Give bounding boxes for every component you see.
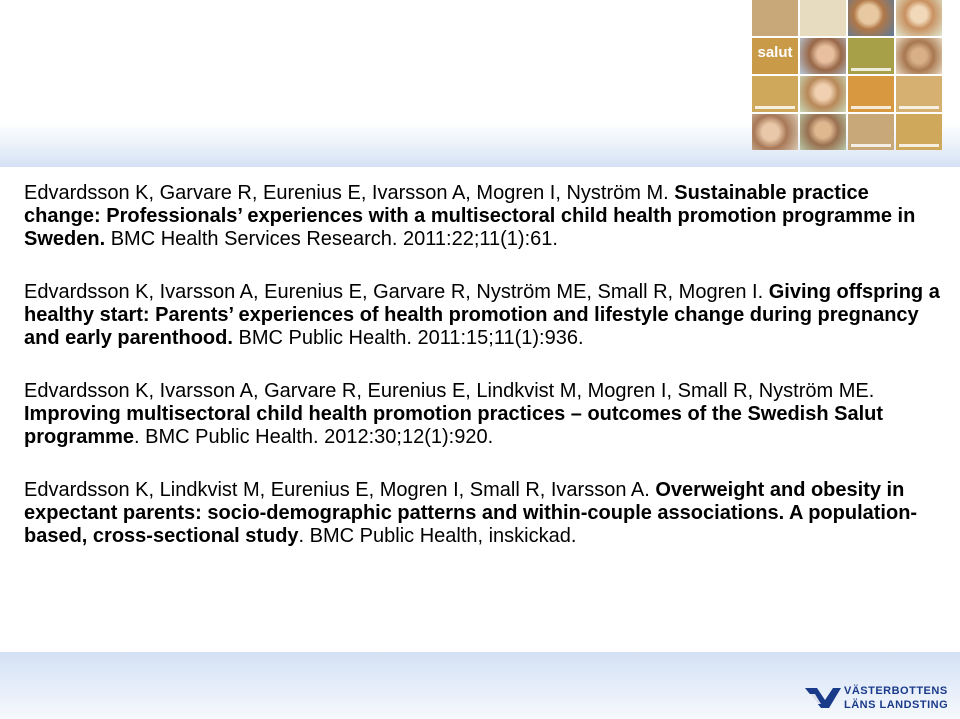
reference-source: BMC Health Services Research. 2011:22;11(1):61. <box>105 228 558 250</box>
salut-logo-text: salut <box>757 44 793 61</box>
reference-item <box>24 380 940 449</box>
collage-caption-bar <box>851 106 891 109</box>
vll-emblem-icon <box>805 688 841 708</box>
collage-tile <box>848 38 894 74</box>
vll-logo-text <box>844 684 948 712</box>
collage-photo <box>800 114 846 150</box>
collage-tile <box>848 114 894 150</box>
vll-logo-line1: VÄSTERBOTTENS <box>844 685 948 697</box>
collage-caption-bar <box>755 106 795 109</box>
reference-authors: Edvardsson K, Ivarsson A, Eurenius E, Garvare R, Nyström ME, Small R, Mogren I. <box>24 281 769 303</box>
reference-list <box>24 182 940 578</box>
reference-item <box>24 182 940 251</box>
collage-photo <box>800 38 846 74</box>
reference-item <box>24 281 940 350</box>
collage-caption-bar <box>851 144 891 147</box>
collage-caption-bar <box>851 68 891 71</box>
reference-source: . BMC Public Health. 2012:30;12(1):920. <box>134 426 494 448</box>
reference-title: Giving offspring a healthy start: Parents’ experiences of health promotion and lifestyle change during pregnancy and early parenthood. <box>24 281 940 349</box>
collage-photo <box>848 0 894 36</box>
reference-source: BMC Public Health. 2011:15;11(1):936. <box>232 327 584 349</box>
collage-tile <box>848 76 894 112</box>
reference-source: . BMC Public Health, inskickad. <box>298 525 577 547</box>
collage-caption-bar <box>899 106 939 109</box>
vll-logo-line2: LÄNS LANDSTING <box>844 699 949 711</box>
collage-photo <box>752 114 798 150</box>
collage-caption-bar <box>899 144 939 147</box>
collage-photo <box>896 0 942 36</box>
collage-tile <box>896 76 942 112</box>
reference-authors: Edvardsson K, Ivarsson A, Garvare R, Eurenius E, Lindkvist M, Mogren I, Small R, Nyström ME. <box>24 380 875 402</box>
collage-photo <box>896 38 942 74</box>
collage-photo <box>800 76 846 112</box>
salut-logo <box>752 38 798 74</box>
collage-tile <box>896 114 942 150</box>
reference-title: Sustainable practice change: Professionals’ experiences with a multisectoral child health promotion programme in Sweden. <box>24 182 916 250</box>
salut-logo-collage <box>752 0 948 152</box>
reference-authors: Edvardsson K, Garvare R, Eurenius E, Ivarsson A, Mogren I, Nyström M. <box>24 182 675 204</box>
collage-tile <box>752 76 798 112</box>
collage-tile <box>752 0 798 36</box>
reference-authors: Edvardsson K, Lindkvist M, Eurenius E, Mogren I, Small R, Ivarsson A. <box>24 479 656 501</box>
reference-title: Improving multisectoral child health promotion practices – outcomes of the Swedish Salut programme <box>24 403 884 448</box>
reference-item <box>24 479 940 548</box>
collage-tile <box>800 0 846 36</box>
reference-title: Overweight and obesity in expectant parents: socio-demographic patterns and within-couple associations. A population-based, cross-sectional study <box>24 479 918 547</box>
